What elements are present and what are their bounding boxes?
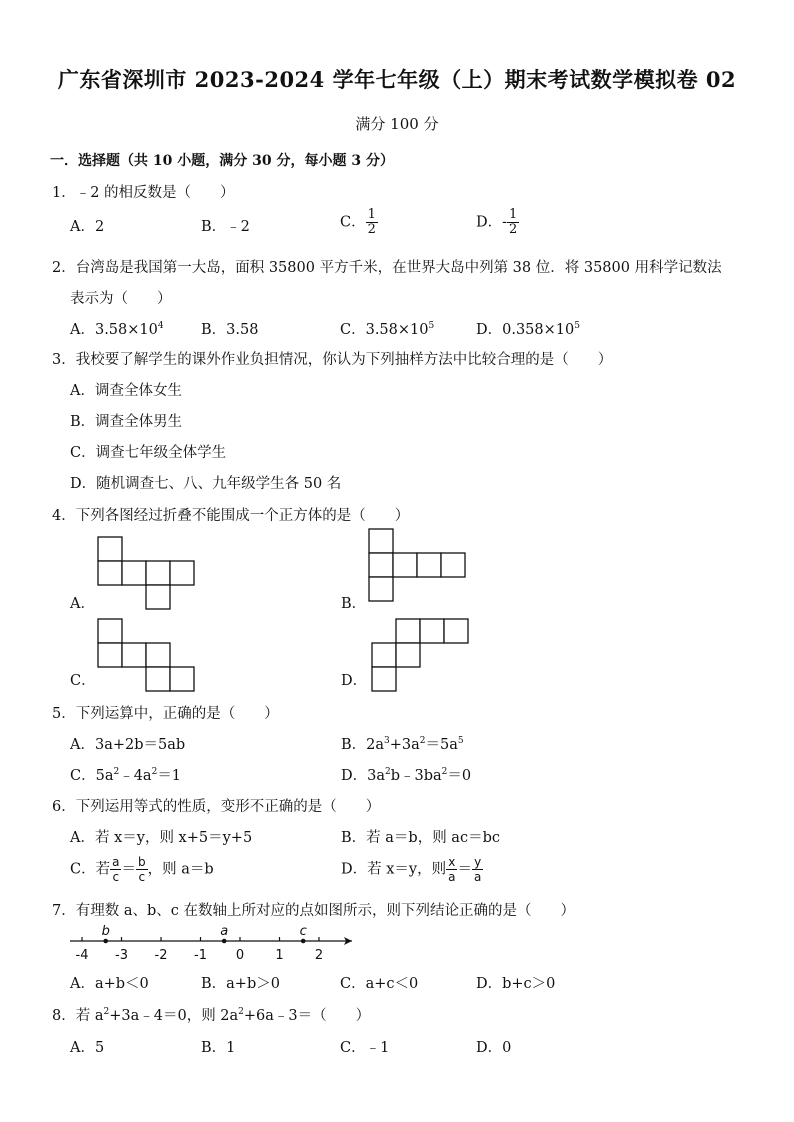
q6-option-b[interactable]: B．若 a＝b，则 ac＝bc: [341, 830, 500, 846]
q1-option-c-fraction: $\frac{1}{2}$: [367, 207, 376, 237]
q6-option-c[interactable]: C．若 $\frac{a}{c}$ ＝ $\frac{b}{c}$ ，则 a＝b: [70, 855, 214, 884]
q7-option-b[interactable]: B．a+b＞0: [201, 976, 280, 992]
q8-option-c[interactable]: C．﹣1: [340, 1040, 390, 1056]
section-heading: 一．选择题（共 10 小题，满分 30 分，每小题 3 分）: [50, 153, 394, 169]
q3-option-a[interactable]: A．调查全体女生: [70, 383, 182, 399]
q3-option-d[interactable]: D．随机调查七、八、九年级学生各 50 名: [70, 476, 342, 492]
number-line-point-b: [103, 939, 108, 944]
q6-option-a[interactable]: A．若 x＝y，则 x+5＝y+5: [70, 830, 253, 846]
q8-option-b[interactable]: B．1: [201, 1040, 236, 1056]
number-line-tick-label: 2: [314, 948, 324, 963]
question-3-stem: 3．我校要了解学生的课外作业负担情况，你认为下列抽样方法中比较合理的是（ ）: [52, 352, 613, 368]
q3-option-c[interactable]: C．调查七年级全体学生: [70, 445, 227, 461]
question-1-stem: 1．﹣2 的相反数是（ ）: [52, 185, 235, 201]
q5-option-a[interactable]: A．3a+2b＝5ab: [70, 737, 186, 753]
q5-option-c[interactable]: C．$5a^2﹣4a^2=1$: [70, 767, 182, 784]
q7-option-c[interactable]: C．a+c＜0: [340, 976, 419, 992]
number-line-tick-label: 0: [235, 948, 245, 963]
q4-option-d-label[interactable]: D．: [341, 673, 368, 689]
q8-option-d[interactable]: D．0: [476, 1040, 512, 1056]
number-line-point-a: [222, 939, 227, 944]
number-line-tick-label: -1: [194, 948, 207, 963]
number-line-point-label-c: c: [299, 924, 307, 939]
question-5-stem: 5．下列运算中，正确的是（ ）: [52, 706, 279, 722]
q4-option-a-label[interactable]: A．: [70, 596, 95, 612]
number-line-point-c: [301, 939, 306, 944]
page-subtitle: 满分 100 分: [355, 115, 439, 133]
question-2-stem-line1: 2．台湾岛是我国第一大岛，面积 35800 平方千米，在世界大岛中列第 38 位．将 35800 用科学记数法: [52, 260, 722, 276]
question-6-stem: 6．下列运用等式的性质，变形不正确的是（ ）: [52, 799, 381, 815]
q7-option-a[interactable]: A．a+b＜0: [70, 976, 149, 992]
number-line-tick-label: -4: [75, 948, 89, 963]
q3-option-b[interactable]: B．调查全体男生: [70, 414, 183, 430]
number-line-tick-label: -3: [115, 948, 128, 963]
number-line-tick-label: 1: [275, 948, 284, 963]
q1-option-b[interactable]: B．﹣2: [201, 219, 250, 235]
q1-option-d-sign: -: [502, 214, 508, 231]
question-4-stem: 4．下列各图经过折叠不能围成一个正方体的是（ ）: [52, 508, 410, 524]
q8-option-a[interactable]: A．5: [70, 1040, 105, 1056]
q4-option-b-label[interactable]: B．: [341, 596, 367, 612]
number-line-tick-label: -2: [154, 948, 168, 963]
question-7-stem: 7．有理数 a、b、c 在数轴上所对应的点如图所示，则下列结论正确的是（ ）: [52, 903, 575, 919]
q1-option-a[interactable]: A．2: [70, 219, 105, 235]
q1-option-d-fraction: $\frac{1}{2}$: [509, 207, 518, 237]
q4-option-c-label[interactable]: C．: [70, 673, 96, 689]
question-8-stem: 8．若 $a^2+3a﹣4=0$，则 $2a^2+6a﹣3=$（ ）: [52, 1007, 371, 1024]
q1-option-c-label: C．: [340, 214, 366, 231]
q2-option-b[interactable]: B．3.58: [201, 322, 259, 338]
q6-option-d[interactable]: D．若 x＝y，则 $\frac{x}{a}$ ＝ $\frac{y}{a}$: [341, 855, 482, 884]
q5-option-d[interactable]: D．$3a^2b﹣3ba^2=0$: [341, 767, 472, 784]
q2-option-a[interactable]: A．$3.58\times 10^4$: [70, 321, 164, 338]
question-2-stem-line2: 表示为（ ）: [70, 291, 172, 307]
q7-option-d[interactable]: D．b+c＞0: [476, 976, 556, 992]
number-line-point-label-b: b: [101, 924, 110, 939]
number-line-point-label-a: a: [220, 924, 229, 939]
q5-option-b[interactable]: B．$2a^3+3a^2=5a^5$: [341, 736, 464, 753]
q2-option-d[interactable]: D．$0.358\times 10^5$: [476, 321, 580, 338]
page-title: 广东省深圳市 2023-2024 学年七年级（上）期末考试数学模拟卷 02: [57, 67, 737, 92]
q1-option-d-label: D．: [476, 214, 503, 231]
q2-option-c[interactable]: C．$3.58\times 10^5$: [340, 321, 435, 338]
